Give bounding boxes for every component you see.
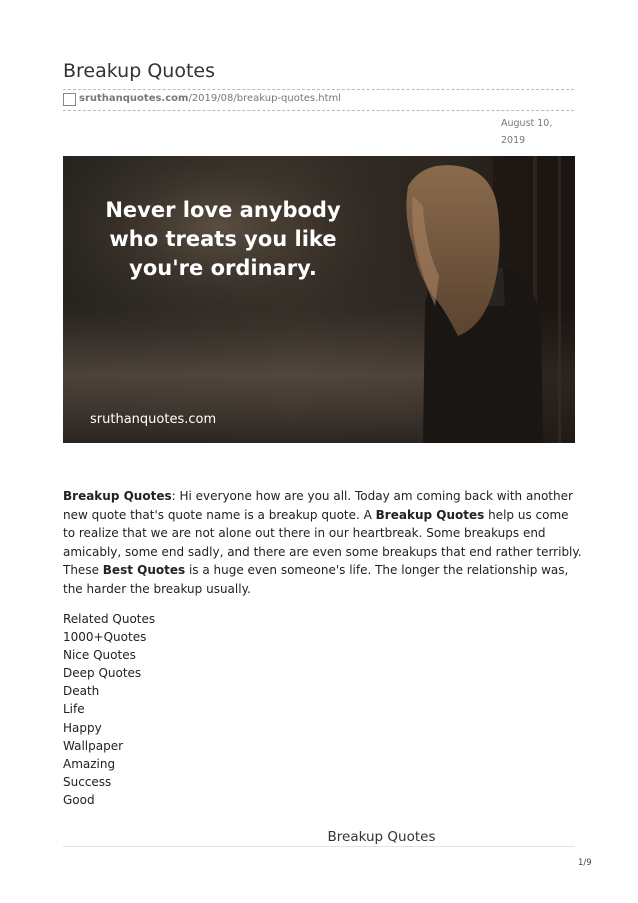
related-link[interactable]: Nice Quotes [63,648,136,663]
intro-paragraph [63,487,583,598]
url-path[interactable]: /2019/08/breakup-quotes.html [188,93,342,104]
quote-line: who treats you like [109,227,337,251]
related-link[interactable]: Life [63,702,85,717]
related-link[interactable]: Happy [63,720,102,735]
caption-text: Breakup Quotes [327,829,436,845]
section-caption [0,826,638,845]
page-number: 1/9 [578,858,592,868]
quote-line: you're ordinary. [129,256,317,280]
hero-site-label: sruthanquotes.com [90,412,217,427]
related-link[interactable]: Death [63,684,100,699]
related-link[interactable]: Good [63,792,95,807]
hero-image [63,156,575,443]
bold-term: Best Quotes [102,563,186,577]
date-line-2: 2019 [501,135,526,146]
text: : Hi everyone how are you all. Today am coming back with another new quote that's quote name is a breakup quote. A [63,489,573,522]
favicon-icon [63,93,76,106]
related-heading: Related Quotes [63,612,156,626]
related-link[interactable]: Amazing [63,756,116,771]
bold-term: Breakup Quotes [375,507,485,522]
text: help us come to realize that we are not alone out there in our heartbreak. Some breakups end amicably, some end sadly, and there are even some breakups that end rather terribly. These [63,507,582,577]
source-url[interactable] [79,93,341,104]
text: is a huge even someone's life. The longer the relationship was, the harder the breakup usually. [63,563,569,596]
related-link[interactable]: 1000+Quotes [63,630,147,645]
related-link[interactable]: Wallpaper [63,738,124,753]
url-domain[interactable]: sruthanquotes.com [79,93,189,104]
quote-line: Never love anybody [105,198,341,222]
date-line-1: August 10, [501,118,553,129]
page-title: Breakup Quotes [63,60,215,82]
related-link[interactable]: Deep Quotes [63,666,142,681]
source-url-bar [63,89,574,111]
post-date [501,115,561,149]
related-link[interactable]: Success [63,774,112,789]
bold-term: Breakup Quotes [63,489,172,503]
hero-quote-text [73,196,373,283]
divider [63,846,575,847]
related-quotes-list [63,610,155,809]
